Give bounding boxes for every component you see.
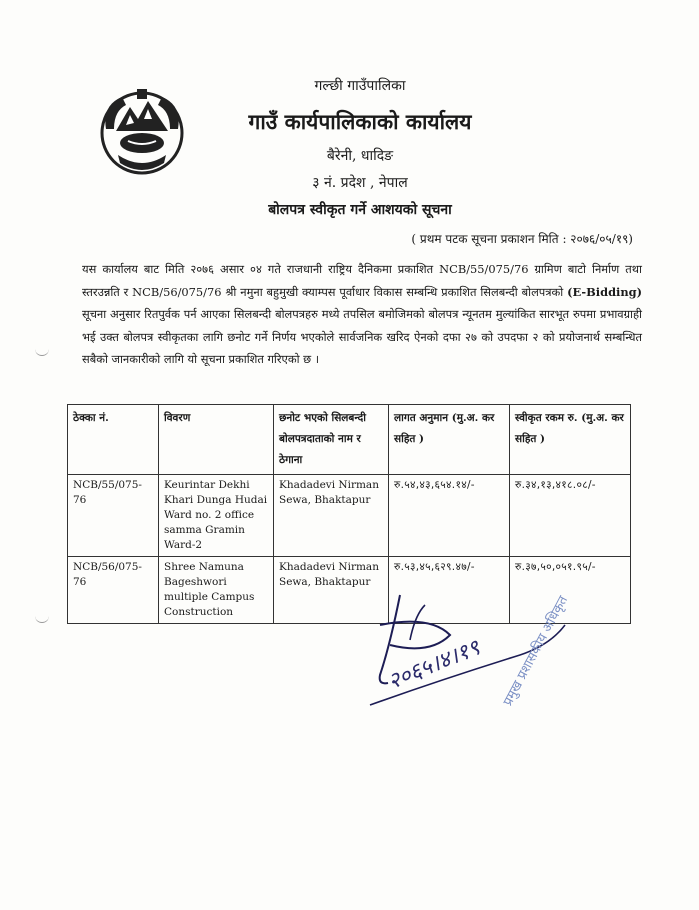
cell-contract: NCB/56/075-76 — [68, 557, 159, 624]
table-row — [68, 475, 631, 557]
cell-description: Keurintar Dekhi Khari Dunga Hudai Ward no. 2 office samma Gramin Ward-2 — [159, 475, 274, 557]
col-bidder: छनोट भएको सिलबन्दी बोलपत्रदाताको नाम र ठेगाना — [274, 405, 389, 475]
col-estimate: लागत अनुमान (मु.अ. कर सहित ) — [389, 405, 510, 475]
cell-approved: रु.३४,१३,४१८.०८/- — [510, 475, 631, 557]
cell-contract: NCB/55/075-76 — [68, 475, 159, 557]
notice-body — [82, 258, 642, 371]
body-bold-ebidding: (E-Bidding) — [567, 284, 642, 299]
col-approved: स्वीकृत रकम रु. (मु.अ. कर सहित ) — [510, 405, 631, 475]
cell-estimate: रु.५३,४५,६२९.४७/- — [389, 557, 510, 624]
punch-hole — [35, 345, 49, 356]
municipality-name: गल्छी गाउँपालिका — [314, 78, 406, 94]
signature-date: २०६५।४।१९ — [384, 635, 484, 695]
cell-approved: रु.३७,५०,०५१.९५/- — [510, 557, 631, 624]
cell-estimate: रु.५४,४३,६५४.१४/- — [389, 475, 510, 557]
col-description: विवरण — [159, 405, 274, 475]
office-name: गाउँ कार्यपालिकाको कार्यालय — [248, 109, 472, 134]
table-header-row — [68, 405, 631, 475]
cell-bidder: Khadadevi Nirman Sewa, Bhaktapur — [274, 475, 389, 557]
body-text-1: यस कार्यालय बाट मिति २०७६ असार ०४ गते राजधानी राष्ट्रिय दैनिकमा प्रकाशित NCB/55/075/76 ग्रामिण बाटो निर्माण तथा स्तरउन्नति र NCB/56/075/76 श्री नमुना बहुमुखी क्याम्पस पूर्वाधार विकास सम्बन्धि प्रकाशित सिलबन्दी बोलपत्रको — [82, 262, 642, 299]
cell-bidder: Khadadevi Nirman Sewa, Bhaktapur — [274, 557, 389, 624]
notice-title: बोलपत्र स्वीकृत गर्ने आशयको सूचना — [268, 202, 452, 218]
publication-date: ( प्रथम पटक सूचना प्रकाशन मिति : २०७६/०५/१९) — [411, 232, 633, 246]
col-contract-no: ठेक्का नं. — [68, 405, 159, 475]
cell-description: Shree Namuna Bageshwori multiple Campus Construction — [159, 557, 274, 624]
province-line: ३ नं. प्रदेश , नेपाल — [312, 175, 408, 191]
nepal-emblem-icon — [96, 85, 188, 177]
punch-hole — [35, 612, 49, 623]
body-text-2: सूचना अनुसार रितपुर्वक पर्न आएका सिलबन्दी बोलपत्रहरु मध्ये तपसिल बमोजिमको बोलपत्र न्यूनतम मुल्यांकित सारभूत रुपमा प्रभावग्राही भई उक्त बोलपत्र स्वीकृतका लागि छनोट गर्ने निर्णय भएकोले सार्वजनिक खरिद ऐनको दफा २७ को उपदफा २ को प्रयोजनार्थ सम्बन्धित सबैको जानकारीको लागि यो सूचना प्रकाशित गरिएको छ । — [82, 307, 642, 366]
office-address: बैरेनी, धादिङ — [326, 148, 394, 164]
official-stamp: प्रमुख प्रशासकीय अधिकृत — [500, 593, 572, 709]
